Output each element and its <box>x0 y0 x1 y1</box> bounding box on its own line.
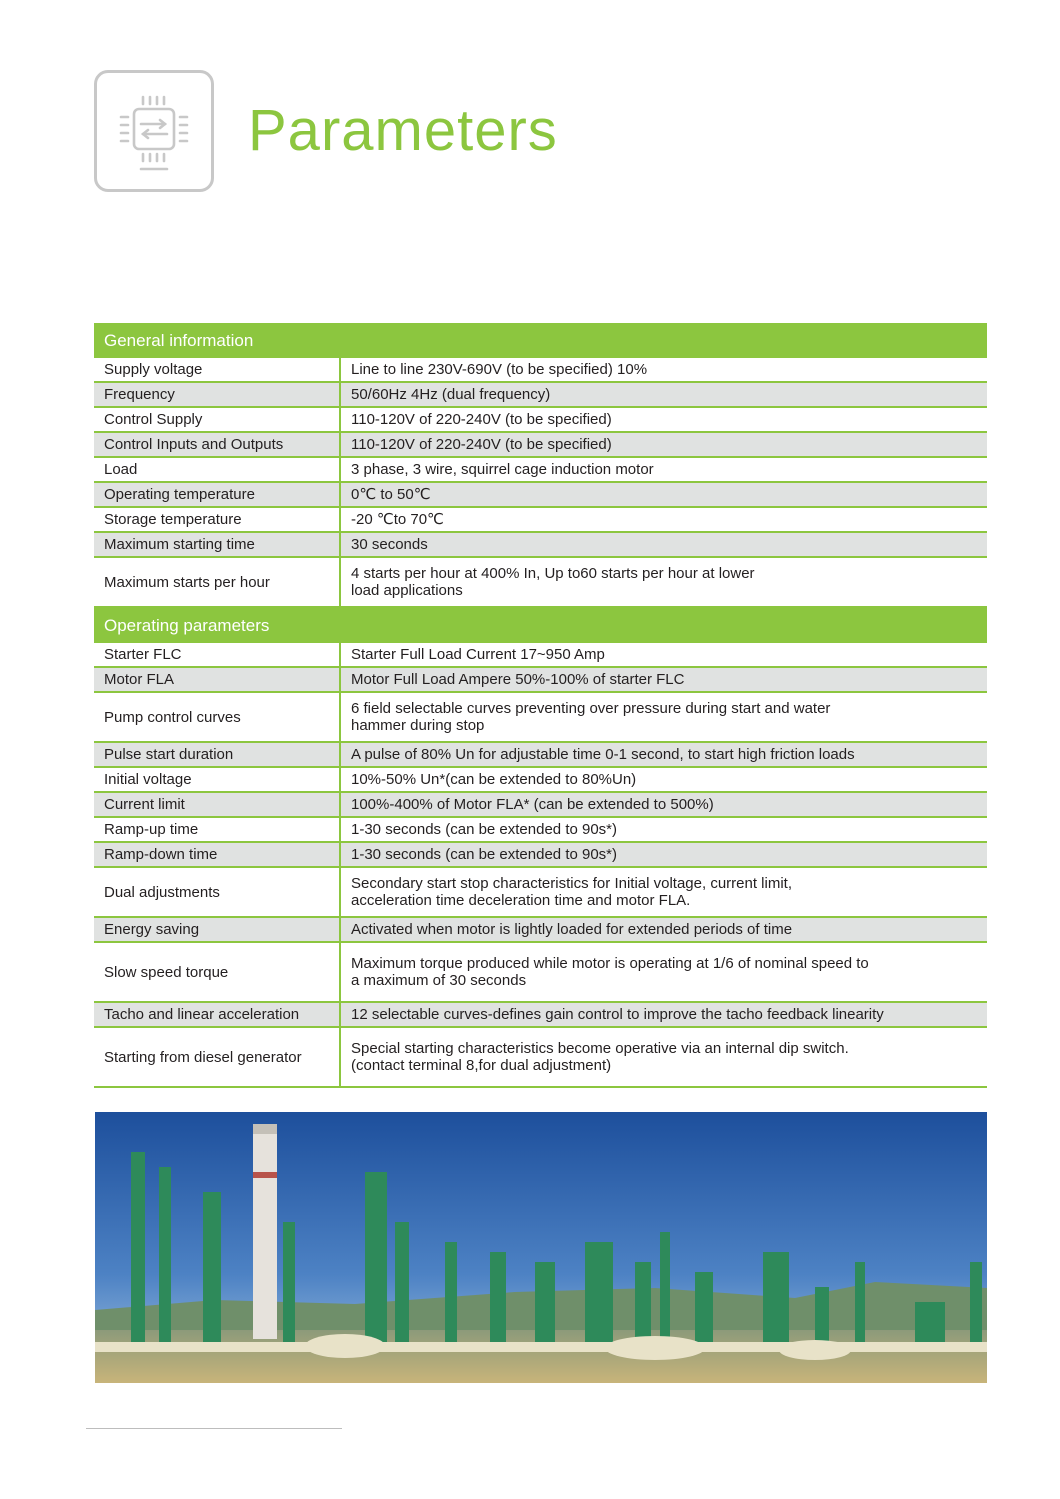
parameter-value: 110-120V of 220-240V (to be specified) <box>340 407 987 432</box>
parameter-label: Initial voltage <box>94 767 340 792</box>
parameter-value: Motor Full Load Ampere 50%-100% of starter FLC <box>340 667 987 692</box>
table-row <box>94 643 987 667</box>
table-row <box>94 432 987 457</box>
parameter-label: Slow speed torque <box>94 942 340 1002</box>
parameter-value: 1-30 seconds (can be extended to 90s*) <box>340 842 987 867</box>
table-row <box>94 817 987 842</box>
table-row <box>94 692 987 742</box>
table-row <box>94 767 987 792</box>
table-row <box>94 942 987 1002</box>
parameter-label: Ramp-down time <box>94 842 340 867</box>
parameter-label: Control Inputs and Outputs <box>94 432 340 457</box>
parameter-value: Line to line 230V-690V (to be specified) 10% <box>340 358 987 382</box>
table-row <box>94 1002 987 1027</box>
parameters-table <box>94 323 987 1088</box>
parameter-label: Frequency <box>94 382 340 407</box>
parameter-value: 12 selectable curves-defines gain control to improve the tacho feedback linearity <box>340 1002 987 1027</box>
parameter-value: 1-30 seconds (can be extended to 90s*) <box>340 817 987 842</box>
parameter-label: Tacho and linear acceleration <box>94 1002 340 1027</box>
parameter-label: Storage temperature <box>94 507 340 532</box>
parameter-value: A pulse of 80% Un for adjustable time 0-1 second, to start high friction loads <box>340 742 987 767</box>
footer-divider <box>86 1428 342 1429</box>
parameter-label: Starter FLC <box>94 643 340 667</box>
section-header <box>94 323 987 358</box>
parameter-value: 50/60Hz 4Hz (dual frequency) <box>340 382 987 407</box>
table-row <box>94 358 987 382</box>
parameter-value: Maximum torque produced while motor is operating at 1/6 of nominal speed to a maximum of 30 seconds <box>340 942 987 1002</box>
section-header-label: Operating parameters <box>94 607 987 643</box>
table-row <box>94 867 987 917</box>
table-row <box>94 382 987 407</box>
section-header <box>94 607 987 643</box>
parameter-label: Motor FLA <box>94 667 340 692</box>
parameter-value: 6 field selectable curves preventing over pressure during start and water hammer during stop <box>340 692 987 742</box>
parameter-label: Control Supply <box>94 407 340 432</box>
parameter-value: 4 starts per hour at 400% In, Up to60 starts per hour at lower load applications <box>340 557 987 607</box>
parameter-label: Energy saving <box>94 917 340 942</box>
section-header-label: General information <box>94 323 987 358</box>
parameter-value: Activated when motor is lightly loaded for extended periods of time <box>340 917 987 942</box>
parameter-value: Special starting characteristics become operative via an internal dip switch. (contact terminal 8,for dual adjustment) <box>340 1027 987 1087</box>
parameter-value: 0℃ to 50℃ <box>340 482 987 507</box>
parameter-value: Starter Full Load Current 17~950 Amp <box>340 643 987 667</box>
page-title: Parameters <box>248 98 558 163</box>
refinery-photo <box>95 1112 987 1383</box>
table-row <box>94 532 987 557</box>
parameter-label: Pulse start duration <box>94 742 340 767</box>
parameter-value: 30 seconds <box>340 532 987 557</box>
parameter-value: 100%-400% of Motor FLA* (can be extended to 500%) <box>340 792 987 817</box>
parameter-value: Secondary start stop characteristics for Initial voltage, current limit, acceleration time deceleration time and motor FLA. <box>340 867 987 917</box>
parameter-label: Supply voltage <box>94 358 340 382</box>
parameter-label: Operating temperature <box>94 482 340 507</box>
table-row <box>94 667 987 692</box>
table-row <box>94 557 987 607</box>
parameter-label: Maximum starting time <box>94 532 340 557</box>
parameter-label: Maximum starts per hour <box>94 557 340 607</box>
table-row <box>94 792 987 817</box>
parameter-label: Current limit <box>94 792 340 817</box>
parameter-label: Ramp-up time <box>94 817 340 842</box>
table-row <box>94 482 987 507</box>
chip-icon <box>94 70 214 192</box>
table-row <box>94 457 987 482</box>
table-row <box>94 742 987 767</box>
table-row <box>94 407 987 432</box>
parameter-label: Starting from diesel generator <box>94 1027 340 1087</box>
table-row <box>94 917 987 942</box>
parameter-label: Load <box>94 457 340 482</box>
parameter-value: -20 ℃to 70℃ <box>340 507 987 532</box>
table-row <box>94 1027 987 1087</box>
table-row <box>94 507 987 532</box>
parameter-value: 3 phase, 3 wire, squirrel cage induction motor <box>340 457 987 482</box>
parameter-label: Pump control curves <box>94 692 340 742</box>
parameter-value: 10%-50% Un*(can be extended to 80%Un) <box>340 767 987 792</box>
table-row <box>94 842 987 867</box>
parameter-value: 110-120V of 220-240V (to be specified) <box>340 432 987 457</box>
parameter-label: Dual adjustments <box>94 867 340 917</box>
